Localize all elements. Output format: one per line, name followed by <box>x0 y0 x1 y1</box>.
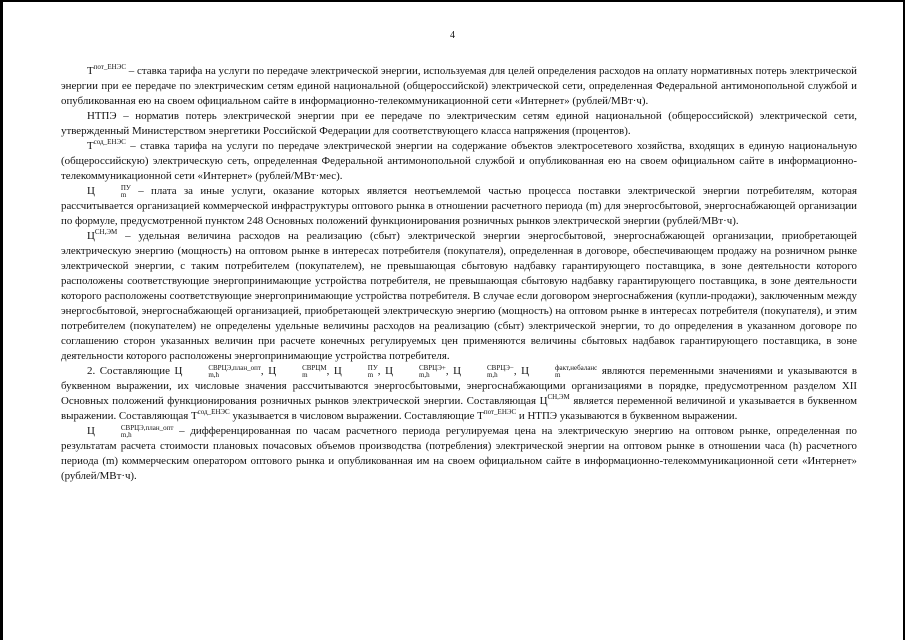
symbol-superscript: СН,ЭМ <box>94 228 118 236</box>
symbol-c-fakt-nebalans: Ц факт,небаланс m <box>521 364 598 379</box>
symbol-c-sn-em: $Ц^{СН,ЭМ}$ <box>87 228 118 242</box>
symbol-c-svrce-plus: Ц СВРЦЭ+ m,h <box>385 364 446 379</box>
symbol-subscript: m <box>120 191 127 199</box>
symbol-superscript: сод_ЕНЭС <box>93 138 126 146</box>
paragraph-lead: 2. Составляющие <box>87 365 175 377</box>
page-number: 4 <box>450 30 455 41</box>
symbol-c-pu: Ц ПУ m <box>87 184 131 199</box>
paragraph-text: – удельная величина расходов на реализацию (сбыт) электрической энергии энергосбытовой, энергоснабжающей организации, приобретающей электрическую энергию (мощность) на оптовом рынке в интересах потребителя (покупателя), определенная в договоре, обеспечивающем продажу на розничном рынке электрической энергии, с таким потребителем (покупателем), не превышающая сбытовую надбавку гарантирующего поставщика, в зоне деятельности которого расположены соответствующие энергопринимающие устройства потребителя, не превышающая сбытовую надбавку гарантирующего поставщика, в зоне деятельности которого расположены соответствующие энергопринимающие устройства потребителя. В случае если договором энергоснабжения (купли-продажи), заключенным между энергосбытовой, энергоснабжающей организацией, приобретающей электрическую энергию (мощность) на оптовом рынке в интересах потребителя (покупателя), и этим потребителем (покупателем) не определены удельные величины расходов на реализацию (сбыт) электрической энергии, то до определения в указанном договоре по соглашению сторон указанных величин при расчете конечных регулируемых цен применяются величины сбытовых надбавок гарантирующего поставщика, в зоне деятельности которого расположены энергопринимающие устройства потребителя. <box>61 230 857 362</box>
symbol-c-svrce-minus: Ц СВРЦЭ− m,h <box>453 364 514 379</box>
scan-border-top <box>0 0 905 2</box>
paragraph-c-svrce-plan <box>61 424 857 484</box>
paragraph-text: – ставка тарифа на услуги по передаче электрической энергии на содержание объектов электросетевого хозяйства, входящих в единую национальную (общероссийскую) электрическую сеть, определенная Федеральной антимонопольной службой и опубликованная ею на своем официальном сайте в информационно-телекоммуникационной сети «Интернет» (рублей/МВт·мес). <box>61 140 857 182</box>
symbol-c-svrce-plan: Ц СВРЦЭ,план_опт m,h <box>174 364 261 379</box>
symbol-superscript: пот_ЕНЭС <box>93 63 126 71</box>
symbol-t-pot: $T^{пот\_ЕНЭС}$ <box>87 63 126 77</box>
paragraph-components: 2. Составляющие Ц СВРЦЭ,план_опт m,h , Ц СВРЦМ m , Ц ПУ m , Ц СВРЦЭ+ m,h , Ц СВРЦЭ− m,h , Ц факт,небаланс m являются переменными значениями и указываются в буквенном выражении, их числовые значения рассчитываются энергосбытовыми, энергоснабжающими организациями в порядке, предусмотренном разделом XII Основных положений функционирования розничных рынков электрической энергии. Составляющая $Ц^{СН,ЭМ}$ является переменной величиной и указывается в буквенном выражении. Составляющая $T^{сод\_ЕНЭС}$ указывается в числовом выражении. Составляющие $T^{пот\_ЕНЭС}$ и НТПЭ указываются в буквенном выражении. <box>61 364 858 422</box>
symbol-c-svrcm: Ц СВРЦМ m <box>268 364 327 379</box>
symbol-c-sn-em-2: $Ц^{СН,ЭМ}$ <box>539 393 570 407</box>
paragraph-t-sod-enes <box>61 139 857 184</box>
paragraph-text: являются переменными значениями и указываются в буквенном выражении, их числовые значения рассчитываются энергосбытовыми, энергоснабжающими организациями в порядке, предусмотренном разделом XII Основных положений функционирования розничных рынков электрической энергии. Составляющая <box>61 365 858 407</box>
paragraph-t-pot-enes <box>61 64 857 109</box>
paragraph-text: указывается в числовом выражении. Составляющие <box>229 410 478 422</box>
scan-border-left <box>0 0 3 640</box>
paragraph-c-sn-em <box>61 229 857 364</box>
paragraph-text: – ставка тарифа на услуги по передаче электрической энергии, используемая для целей определения расходов на оплату нормативных потерь электрической энергии при ее передаче по электрическим сетям единой национальной (общероссийской) электрической сети, определенная Федеральной антимонопольной службой и опубликованная ею на своем официальном сайте в информационно-телекоммуникационной сети «Интернет» (рублей/МВт·ч). <box>61 65 857 107</box>
document-body <box>61 64 857 484</box>
paragraph-c-pu <box>61 184 857 229</box>
paragraph-text: и НТПЭ указываются в буквенном выражении. <box>516 410 738 422</box>
paragraph-ntpe <box>61 109 857 139</box>
symbol-superscript: СВРЦЭ,план_опт <box>120 424 174 432</box>
symbol-t-sod-2: $T^{сод\_ЕНЭС}$ <box>190 408 230 422</box>
symbol-superscript: ПУ <box>120 184 131 192</box>
symbol-t-pot-2: $T^{пот\_ЕНЭС}$ <box>477 408 517 422</box>
paragraph-text: – плата за иные услуги, оказание которых является неотъемлемой частью процесса поставки электрической энергии потребителям, которая рассчитывается организацией коммерческой инфраструктуры оптового рынка в отношении расчетного периода (m) для энергосбытовой, энергоснабжающей организации по формуле, предусмотренной пунктом 248 Основных положений функционирования розничных рынков электрической энергии (рублей/МВт·ч). <box>61 185 857 227</box>
symbol-t-sod: $T^{сод\_ЕНЭС}$ <box>87 138 126 152</box>
symbol-subscript: m,h <box>120 431 132 439</box>
paragraph-text: является переменной величиной и указывается в буквенном выражении. Составляющая <box>61 395 857 422</box>
paragraph-text: НТПЭ – норматив потерь электрической энергии при ее передаче по электрическим сетям единой национальной (общероссийской) электрической сети, утвержденный Министерством энергетики Российской Федерации для соответствующего класса напряжения (процентов). <box>61 110 857 137</box>
symbol-c-pu-2: Ц ПУ m <box>333 364 378 379</box>
paragraph-text: – дифференцированная по часам расчетного периода регулируемая цена на электрическую энергию на оптовом рынке, определенная по результатам расчета стоимости плановых почасовых объемов производства (потребления) электрической энергии на оптовом рынке в отношении часа (h) расчетного периода (m) коммерческим оператором оптового рынка и опубликованная им на своем официальном сайте в информационно-телекоммуникационной сети «Интернет» (рублей/МВт·ч). <box>61 425 857 482</box>
symbol-c-svrce-plan-2: Ц СВРЦЭ,план_опт m,h <box>87 424 174 439</box>
